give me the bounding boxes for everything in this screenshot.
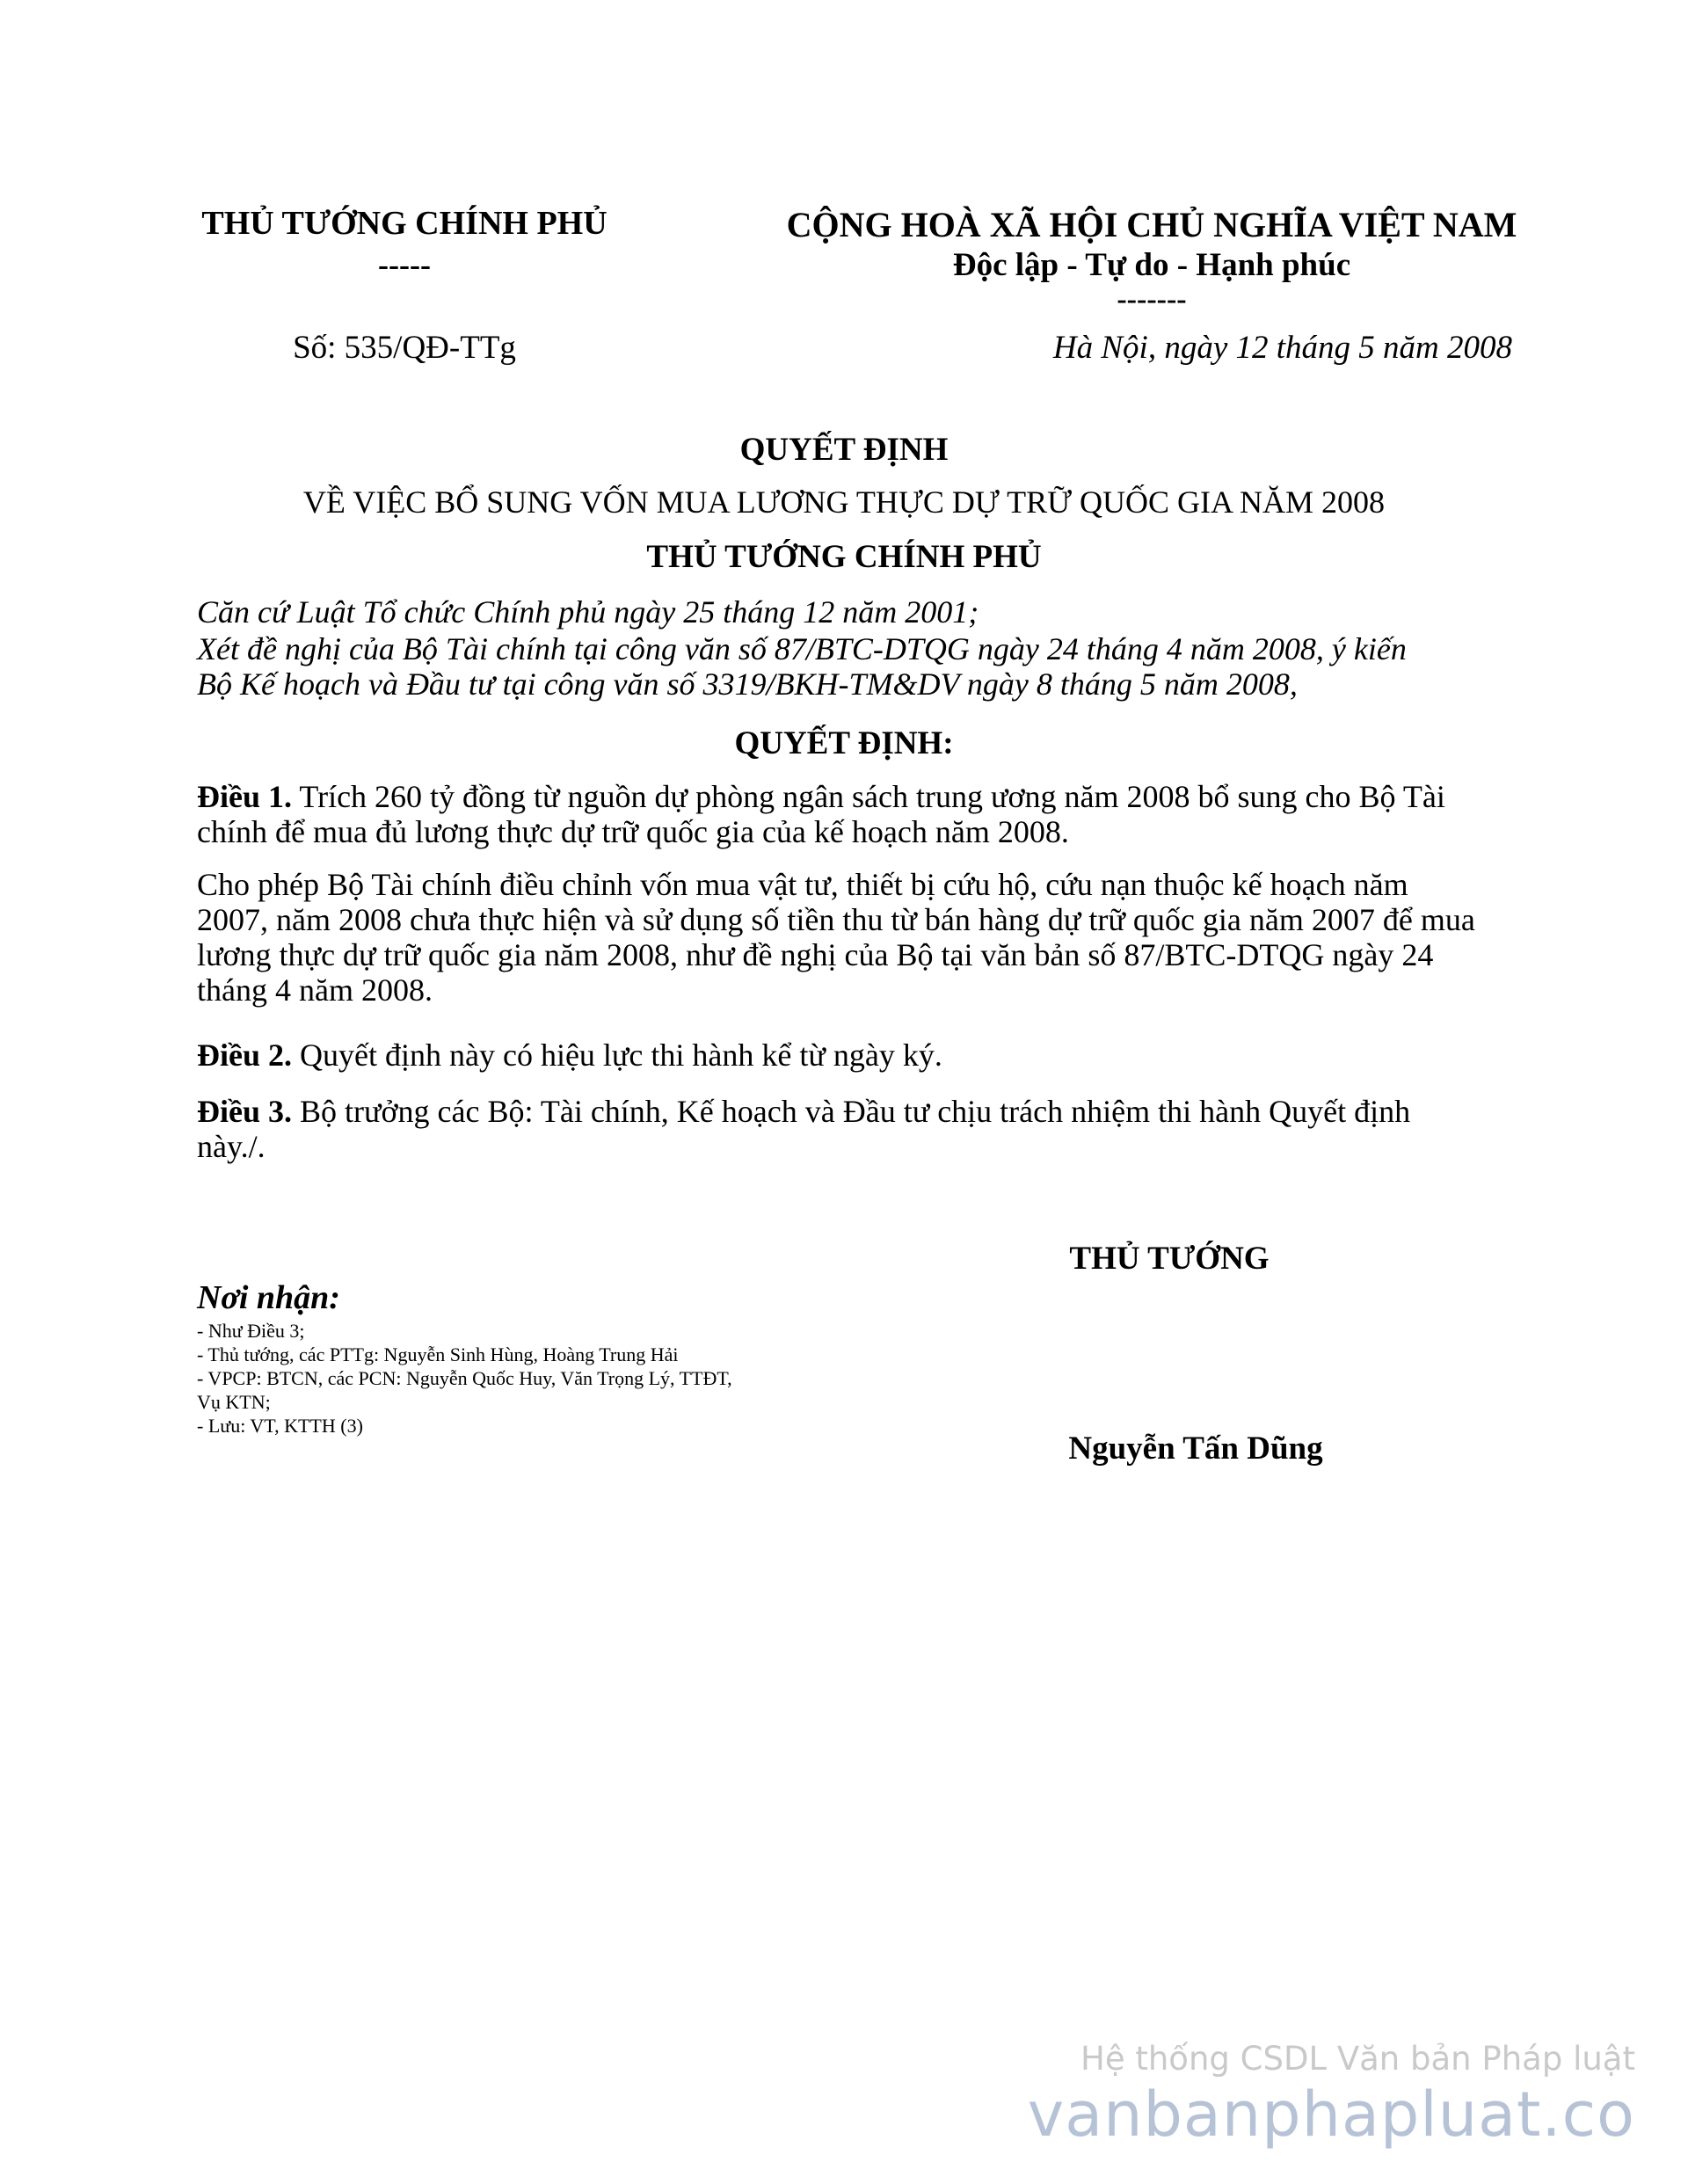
signer-name: Nguyễn Tấn Dũng: [1068, 1431, 1323, 1467]
issuing-agency: THỦ TƯỚNG CHÍNH PHỦ: [201, 205, 608, 242]
place-and-date: Hà Nội, ngày 12 tháng 5 năm 2008: [1052, 330, 1512, 366]
article-text: Quyết định này có hiệu lực thi hành kể từ ngày ký.: [292, 1037, 942, 1073]
article-label: Điều 3.: [197, 1094, 292, 1129]
issuing-authority: THỦ TƯỚNG CHÍNH PHỦ: [646, 539, 1042, 575]
recipient-item: - VPCP: BTCN, các PCN: Nguyễn Quốc Huy, Văn Trọng Lý, TTĐT,: [197, 1367, 732, 1389]
article-text: Bộ trưởng các Bộ: Tài chính, Kế hoạch và Đầu tư chịu trách nhiệm thi hành Quyết định này./.: [197, 1094, 1411, 1164]
national-title: CỘNG HOÀ XÃ HỘI CHỦ NGHĨA VIỆT NAM: [786, 205, 1517, 244]
recipient-item: - Như Điều 3;: [197, 1320, 305, 1342]
signer-title: THỦ TƯỚNG: [1069, 1241, 1270, 1277]
document-subject: VỀ VIỆC BỔ SUNG VỐN MUA LƯƠNG THỰC DỰ TRỮ QUỐC GIA NĂM 2008: [302, 484, 1386, 520]
article-1: [197, 779, 1481, 849]
preamble-line: Xét đề nghị của Bộ Tài chính tại công văn số 87/BTC-DTQG ngày 24 tháng 4 năm 2008, ý kiến: [197, 631, 1407, 666]
agency-divider: -----: [378, 247, 431, 282]
recipient-item: Vụ KTN;: [197, 1391, 271, 1413]
article-3: [197, 1094, 1481, 1164]
watermark-site: vanbanphapluat.co: [1027, 2078, 1635, 2151]
document-type: QUYẾT ĐỊNH: [739, 432, 949, 468]
article-2: [197, 1037, 1481, 1073]
recipient-item: - Thủ tướng, các PTTg: Nguyễn Sinh Hùng, Hoàng Trung Hải: [197, 1343, 679, 1365]
national-motto: Độc lập - Tự do - Hạnh phúc: [952, 247, 1351, 283]
article-label: Điều 2.: [197, 1037, 292, 1073]
article-text: Trích 260 tỷ đồng từ nguồn dự phòng ngân sách trung ương năm 2008 bổ sung cho Bộ Tài chính để mua đủ lương thực dự trữ quốc gia của kế hoạch năm 2008.: [197, 779, 1445, 849]
preamble-line: Bộ Kế hoạch và Đầu tư tại công văn số 3319/BKH-TM&DV ngày 8 tháng 5 năm 2008,: [197, 666, 1298, 702]
preamble-line: Căn cứ Luật Tổ chức Chính phủ ngày 25 tháng 12 năm 2001;: [197, 594, 979, 630]
article-1-paragraph-2: Cho phép Bộ Tài chính điều chỉnh vốn mua vật tư, thiết bị cứu hộ, cứu nạn thuộc kế hoạch năm 2007, năm 2008 chưa thực hiện và sử dụng số tiền thu từ bán hàng dự trữ quốc gia năm 2007 để mua lương thực dự trữ quốc gia năm 2008, như đề nghị của Bộ tại văn bản số 87/BTC-DTQG ngày 24 tháng 4 năm 2008.: [197, 867, 1475, 1008]
article-label: Điều 1.: [197, 779, 292, 814]
decision-heading: QUYẾT ĐỊNH:: [734, 725, 954, 761]
document-number: Số: 535/QĐ-TTg: [293, 330, 516, 366]
recipients-list: [197, 1319, 848, 1438]
recipients-heading: Nơi nhận:: [197, 1279, 340, 1316]
recipient-item: - Lưu: VT, KTTH (3): [197, 1415, 363, 1437]
watermark-caption: Hệ thống CSDL Văn bản Pháp luật: [1080, 2040, 1635, 2078]
motto-divider: -------: [1117, 283, 1187, 316]
